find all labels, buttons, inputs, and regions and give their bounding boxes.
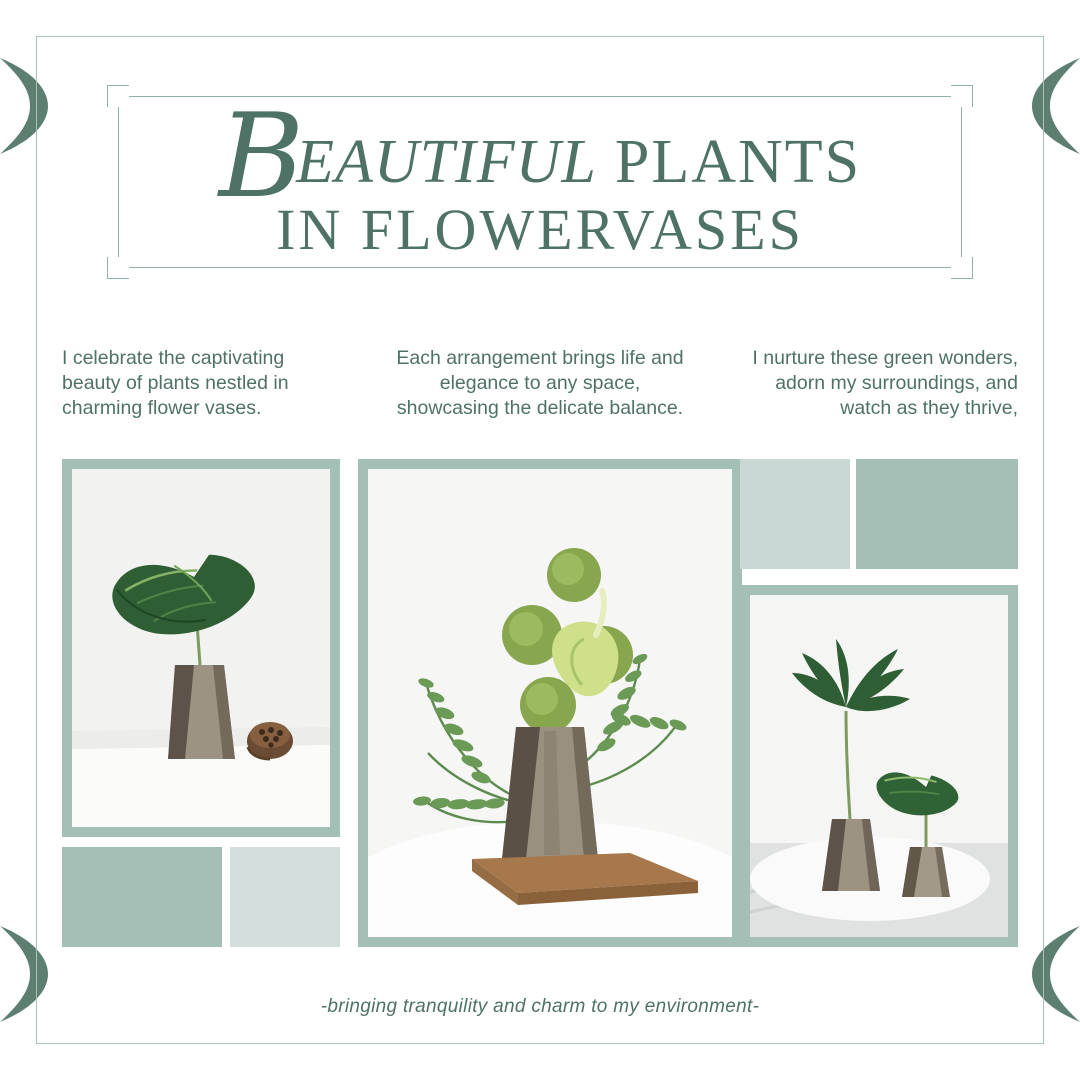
- title-word-beautiful: EAUTIFUL: [296, 128, 597, 196]
- title-word-plants: PLANTS: [614, 128, 862, 196]
- page-title-line-1: [218, 89, 862, 224]
- photo-two-wooden-vases: [740, 585, 1018, 947]
- photo-monstera-leaf-in-wooden-vase: [62, 459, 340, 837]
- intro-columns: [62, 346, 1018, 421]
- intro-column-2: Each arrangement brings life and elegance to any space, showcasing the delicate balance.: [396, 347, 684, 419]
- photo-green-floral-arrangement: [358, 459, 742, 947]
- title-block: [118, 89, 962, 268]
- intro-column-3: I nurture these green wonders, adorn my surroundings, and watch as they thrive,: [752, 347, 1018, 419]
- page-title-line-2: IN FLOWERVASES: [276, 197, 804, 262]
- swatch-sage-2: [62, 847, 222, 947]
- swatch-pale-grey: [230, 847, 340, 947]
- intro-column-1: I celebrate the captivating beauty of plants nestled in charming flower vases.: [62, 347, 289, 419]
- title-drop-cap: B: [218, 89, 303, 224]
- tagline: -bringing tranquility and charm to my environment-: [320, 996, 760, 1017]
- swatch-sage: [856, 459, 1018, 569]
- swatch-light-sage: [740, 459, 850, 569]
